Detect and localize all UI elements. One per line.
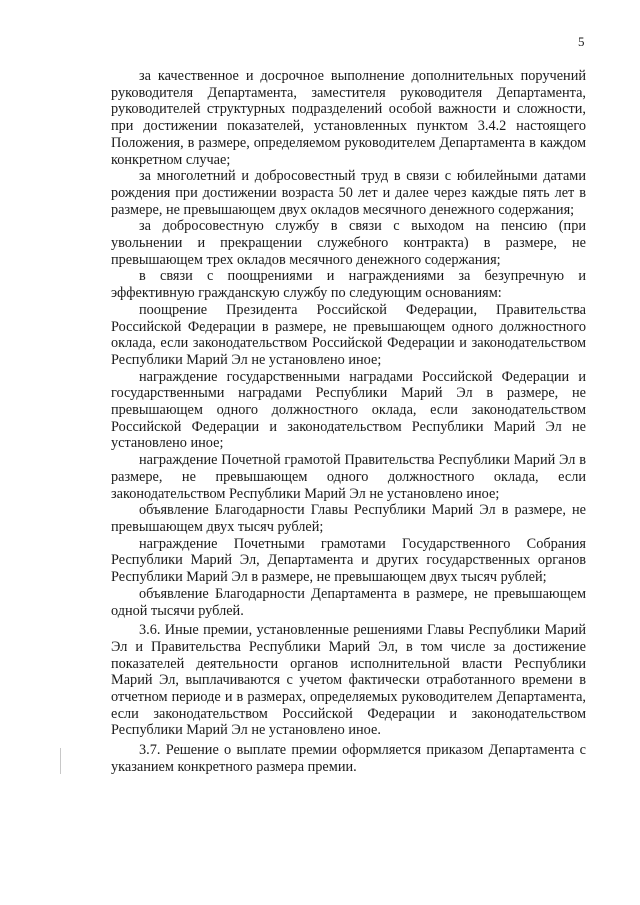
paragraph-bonus-retirement: за добросовестную службу в связи с выходом на пенсию (при увольнении и прекращении служебного контракта) в размере, не превышающем трех окладов месячного денежного содержания; — [111, 218, 586, 268]
paragraph-award-department-gratitude: объявление Благодарности Департамента в размере, не превышающем одной тысячи рублей. — [111, 585, 586, 619]
paragraph-award-head-gratitude: объявление Благодарности Главы Республики Марий Эл в размере, не превышающем двух тысяч рублей; — [111, 502, 586, 535]
document-body — [111, 68, 586, 776]
paragraph-clause-3-6: 3.6. Иные премии, установленные решениями Главы Республики Марий Эл и Правительства Республики Марий Эл, в том числе за достижение показателей деятельности органов исполнительной власти Республики Марий Эл, выплачиваются с учетом фактически отработанного времени в отчетном периоде и в размерах, определяемых руководителем Департамента, если законодательством Российской Федерации и законодательством Республики Марий Эл не установлено иное. — [111, 622, 586, 739]
paragraph-bonus-anniversary: за многолетний и добросовестный труд в связи с юбилейными датами рождения при достижении возраста 50 лет и далее через каждые пять лет в размере, не превышающем двух окладов месячного денежного содержания; — [111, 168, 586, 218]
paragraph-bonus-special-tasks: за качественное и досрочное выполнение дополнительных поручений руководителя Департамента, заместителя руководителя Департамента, руководителей структурных подразделений особой важности и сложности, при достижении показателей, установленных пунктом 3.4.2 настоящего Положения, в размере, определяемом руководителем Департамента в каждом конкретном случае; — [111, 68, 586, 168]
page-number: 5 — [578, 34, 585, 49]
paragraph-award-state: награждение государственными наградами Российской Федерации и государственными наградами Республики Марий Эл в размере, не превышающем одного должностного оклада, если законодательством Российской Федерации и законодательством Республики Марий Эл не установлено иное; — [111, 368, 586, 452]
paragraph-award-government-certificate: награждение Почетной грамотой Правительства Республики Марий Эл в размере, не превышающем одного должностного оклада, если законодательством Республики Марий Эл не установлено иное; — [111, 452, 586, 502]
paragraph-clause-3-7: 3.7. Решение о выплате премии оформляется приказом Департамента с указанием конкретного размера премии. — [111, 742, 586, 775]
paragraph-award-assembly-certificates: награждение Почетными грамотами Государственного Собрания Республики Марий Эл, Департамента и других государственных органов Республики Марий Эл в размере, не превышающем двух тысяч рублей; — [111, 535, 586, 586]
margin-mark — [60, 748, 61, 774]
paragraph-bonus-awards-intro: в связи с поощрениями и награждениями за безупречную и эффективную гражданскую службу по следующим основаниям: — [111, 268, 586, 302]
paragraph-award-president: поощрение Президента Российской Федерации, Правительства Российской Федерации в размере, не превышающем одного должностного оклада, если законодательством Российской Федерации и законодательством Республики Марий Эл не установлено иное; — [111, 301, 586, 368]
